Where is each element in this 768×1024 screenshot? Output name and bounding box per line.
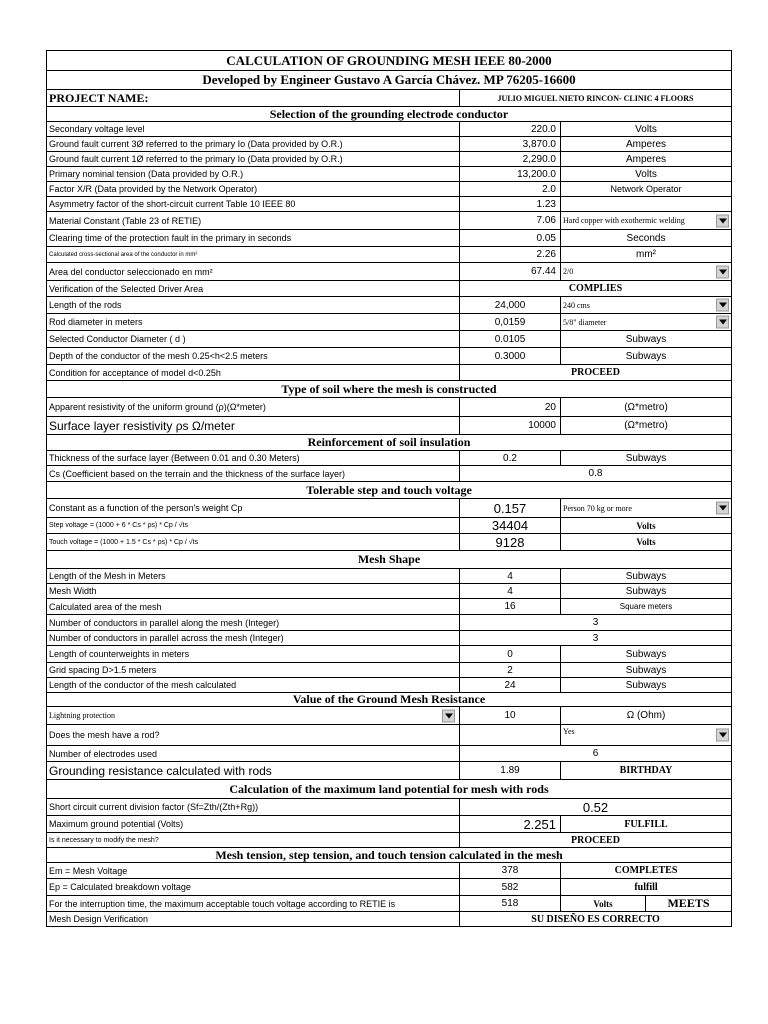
table-row [47, 331, 731, 348]
section-title: Calculation of the maximum land potential for mesh with rods [229, 781, 549, 796]
project-row [47, 90, 731, 107]
row-unit: Ω (Ohm) [626, 710, 666, 721]
select-value: 2/0 [563, 267, 574, 276]
table-row [47, 879, 731, 896]
row-label: Depth of the conductor of the mesh 0.25<h<2.5 meters [47, 348, 460, 364]
row-label: Clearing time of the protection fault in the primary in seconds [47, 230, 460, 246]
row-value: 1.23 [460, 197, 561, 211]
row-label: Verification of the Selected Driver Area [47, 281, 460, 296]
row-status: FULFILL [624, 818, 668, 830]
page-title: CALCULATION OF GROUNDING MESH IEEE 80-2000 [226, 52, 552, 68]
table-row [47, 314, 731, 331]
table-row [47, 912, 731, 927]
row-label: Length of the Mesh in Meters [47, 569, 460, 583]
section-title: Type of soil where the mesh is constructed [281, 381, 497, 396]
row-label: Rod diameter in meters [47, 314, 460, 330]
row-value[interactable]: 3,870.0 [460, 137, 561, 151]
row-value: 67.44 [460, 263, 561, 280]
row-value: 24 [460, 678, 561, 692]
row-value[interactable]: 13,200.0 [460, 167, 561, 181]
table-row [47, 599, 731, 615]
row-label: Asymmetry factor of the short-circuit current Table 10 IEEE 80 [47, 197, 460, 211]
row-value: 9128 [460, 534, 561, 550]
row-status: COMPLETES [614, 865, 678, 876]
verification-status: COMPLIES [568, 283, 623, 294]
table-row [47, 584, 731, 599]
table-row [47, 663, 731, 678]
row-label: Ground fault current 3Ø referred to the primary Io (Data provided by O.R.) [47, 137, 460, 151]
row-label: Number of conductors in parallel across the mesh (Integer) [47, 631, 460, 645]
table-row [47, 398, 731, 417]
row-status: MEETS [667, 896, 710, 910]
table-row [47, 152, 731, 167]
table-row [47, 451, 731, 466]
row-value[interactable]: 0 [460, 646, 561, 662]
row-label: Calculated cross-sectional area of the conductor in mm² [47, 247, 460, 262]
table-row [47, 365, 731, 381]
table-row [47, 678, 731, 693]
dropdown-arrow-icon[interactable] [716, 265, 729, 278]
row-unit: Amperes [625, 153, 666, 165]
section-title: Mesh Shape [357, 552, 421, 566]
dropdown-arrow-icon[interactable] [716, 214, 729, 227]
row-unit: Subways [625, 350, 667, 362]
row-value: 2 [460, 663, 561, 677]
dropdown-arrow-icon[interactable] [716, 316, 729, 329]
section-title: Selection of the grounding electrode conductor [269, 107, 509, 121]
table-row [47, 833, 731, 848]
row-label: Is it necessary to modify the mesh? [47, 833, 460, 847]
table-row [47, 615, 731, 631]
table-row [47, 212, 731, 230]
table-row [47, 417, 731, 435]
project-value: JULIO MIGUEL NIETO RINCON- CLINIC 4 FLOORS [497, 93, 694, 103]
row-label: Short circuit current division factor (Sf=Zth/(Zth+Rg)) [47, 799, 460, 815]
row-label: Ground fault current 1Ø referred to the primary Io (Data provided by O.R.) [47, 152, 460, 166]
table-row [47, 816, 731, 833]
row-value: 518 [460, 896, 561, 911]
row-value[interactable]: 10000 [460, 417, 561, 434]
row-unit: (Ω*metro) [624, 420, 668, 431]
row-label: Grid spacing D>1.5 meters [47, 663, 460, 677]
row-value[interactable]: 3 [592, 617, 599, 628]
table-row [47, 569, 731, 584]
row-unit: Seconds [626, 232, 666, 244]
row-label: Mesh Width [47, 584, 460, 598]
row-label: Selected Conductor Diameter ( d ) [47, 331, 460, 347]
dropdown-arrow-icon[interactable] [716, 299, 729, 312]
table-row [47, 197, 731, 212]
row-value: 0.8 [588, 468, 603, 479]
section-header [47, 107, 731, 122]
row-label: Length of the rods [47, 297, 460, 313]
row-label: Grounding resistance calculated with rods [47, 762, 460, 779]
grounding-calculation-sheet [46, 50, 732, 927]
section-title: Reinforcement of soil insulation [307, 435, 471, 449]
section-header [47, 435, 731, 451]
select-value: Yes [563, 727, 575, 736]
row-status: BIRTHDAY [619, 765, 673, 776]
row-unit: Volts [635, 168, 657, 180]
table-row [47, 348, 731, 365]
table-row [47, 863, 731, 879]
row-unit: Volts [561, 896, 646, 911]
dropdown-arrow-icon[interactable] [716, 502, 729, 515]
table-row [47, 466, 731, 482]
table-row [47, 534, 731, 551]
dropdown-arrow-icon[interactable] [716, 729, 729, 742]
row-unit: Subways [625, 585, 667, 597]
row-value[interactable]: 4 [460, 584, 561, 598]
row-label: Touch voltage = (1000 + 1.5 * Cs * ρs) * Cp / √ts [47, 534, 460, 550]
row-unit-empty [561, 197, 731, 211]
row-label: Length of the conductor of the mesh calculated [47, 678, 460, 692]
row-value: 0,0159 [460, 314, 561, 330]
row-value: 0.52 [582, 799, 609, 815]
table-row [47, 281, 731, 297]
row-value[interactable]: 0.3000 [460, 348, 561, 364]
design-status: SU DISEÑO ES CORRECTO [531, 913, 660, 925]
section-title: Mesh tension, step tension, and touch tension calculated in the mesh [215, 848, 563, 862]
table-row [47, 762, 731, 780]
row-label: Material Constant (Table 23 of RETIE) [47, 212, 460, 229]
conductor-size-select[interactable] [561, 263, 731, 280]
row-value[interactable]: 20 [460, 398, 561, 416]
row-value: 1.89 [460, 762, 561, 779]
row-label: Number of conductors in parallel along the mesh (Integer) [47, 615, 460, 630]
table-row [47, 746, 731, 762]
table-row [47, 518, 731, 534]
section-header [47, 381, 731, 398]
row-label: Constant as a function of the person's weight Cp [47, 499, 460, 517]
row-value: 0.157 [460, 499, 561, 517]
table-row [47, 646, 731, 663]
row-value: 2.26 [460, 247, 561, 262]
table-row [47, 122, 731, 137]
section-header [47, 693, 731, 707]
row-status: fulfill [634, 881, 658, 893]
row-unit: Subways [625, 570, 667, 582]
row-label: Surface layer resistivity ρs Ω/meter [47, 417, 460, 434]
section-header [47, 780, 731, 799]
row-label: Factor X/R (Data provided by the Network Operator) [47, 182, 460, 196]
row-value: 16 [460, 599, 561, 614]
row-status: PROCEED [571, 834, 620, 846]
acceptance-status: PROCEED [571, 367, 620, 378]
table-row [47, 297, 731, 314]
select-value: 5/8" diameter [563, 317, 607, 327]
row-label: Area del conductor seleccionado en mm² [47, 263, 460, 280]
row-label: Thickness of the surface layer (Between 0.01 and 0.30 Meters) [47, 451, 460, 465]
row-unit: Volts [636, 520, 656, 531]
material-select[interactable] [561, 212, 731, 229]
select-value: Person 70 kg or more [563, 503, 632, 513]
row-value: 24,000 [460, 297, 561, 313]
row-label: Maximum ground potential (Volts) [47, 816, 460, 832]
row-unit: Volts [636, 537, 656, 547]
section-title: Value of the Ground Mesh Resistance [292, 693, 486, 706]
row-unit: mm² [636, 249, 656, 260]
row-unit: Network Operator [610, 184, 682, 194]
row-value: 2.251 [460, 816, 561, 832]
table-row [47, 707, 731, 725]
section-header [47, 551, 731, 569]
row-label: Step voltage = (1000 + 6 * Cs * ρs) * Cp / √ts [47, 518, 460, 533]
row-value[interactable]: 3 [592, 632, 599, 644]
row-unit: Amperes [625, 138, 666, 150]
table-row [47, 725, 731, 746]
row-value: 582 [460, 879, 561, 895]
row-label: Ep = Calculated breakdown voltage [47, 879, 460, 895]
table-row [47, 182, 731, 197]
row-label: Length of counterweights in meters [47, 646, 460, 662]
rod-diameter-select[interactable] [561, 314, 731, 330]
row-label: For the interruption time, the maximum acceptable touch voltage according to RETIE is [47, 896, 460, 911]
dropdown-arrow-icon[interactable] [442, 709, 455, 722]
lightning-protection-select[interactable] [47, 707, 460, 724]
select-value: Hard copper with exothermic welding [563, 216, 685, 225]
row-label: Does the mesh have a rod? [47, 725, 460, 745]
row-value[interactable]: 4 [460, 569, 561, 583]
section-title: Tolerable step and touch voltage [306, 482, 472, 497]
row-unit: Subways [625, 664, 667, 676]
row-value[interactable]: 2.0 [460, 182, 561, 196]
table-row [47, 896, 731, 912]
developer-credit: Developed by Engineer Gustavo A García Chávez. MP 76205-16600 [202, 72, 576, 87]
row-value[interactable]: 0.05 [460, 230, 561, 246]
table-row [47, 247, 731, 263]
row-label: Mesh Design Verification [47, 912, 460, 926]
title-row [47, 51, 731, 71]
row-value: 6 [592, 748, 599, 759]
row-unit: Square meters [619, 602, 673, 611]
row-label: Em = Mesh Voltage [47, 863, 460, 878]
row-value[interactable]: 0.2 [460, 451, 561, 465]
row-value: 34404 [460, 518, 561, 533]
rod-length-select[interactable] [561, 297, 731, 313]
table-row [47, 499, 731, 518]
row-value[interactable]: 220.0 [460, 122, 561, 136]
section-header [47, 848, 731, 863]
row-value: 378 [460, 863, 561, 878]
select-value: 240 cms [563, 300, 590, 310]
row-label: Apparent resistivity of the uniform ground (ρ)(Ω*meter) [47, 398, 460, 416]
table-row [47, 631, 731, 646]
row-value-empty [460, 725, 561, 745]
row-unit: Subways [625, 679, 667, 691]
row-label: Cs (Coefficient based on the terrain and the thickness of the surface layer) [47, 466, 460, 481]
row-value[interactable]: 2,290.0 [460, 152, 561, 166]
table-row [47, 263, 731, 281]
row-label: Number of electrodes used [47, 746, 460, 761]
row-unit: Subways [625, 648, 667, 660]
select-value: Lightning protection [49, 711, 115, 720]
row-label: Calculated area of the mesh [47, 599, 460, 614]
developer-row [47, 71, 731, 90]
row-unit: Subways [625, 333, 667, 345]
person-weight-select[interactable] [561, 499, 731, 517]
row-label: Secondary voltage level [47, 122, 460, 136]
row-value: 0.0105 [460, 331, 561, 347]
has-rod-select[interactable] [561, 725, 731, 745]
row-label: Condition for acceptance of model d<0.25h [47, 365, 460, 380]
table-row [47, 137, 731, 152]
row-unit: Subways [625, 452, 667, 464]
table-row [47, 230, 731, 247]
row-value: 10 [460, 707, 561, 724]
section-header [47, 482, 731, 499]
project-label: PROJECT NAME: [47, 90, 460, 106]
row-value: 7.06 [460, 212, 561, 229]
row-label: Primary nominal tension (Data provided by O.R.) [47, 167, 460, 181]
table-row [47, 167, 731, 182]
row-unit: (Ω*metro) [624, 401, 668, 413]
table-row [47, 799, 731, 816]
row-unit: Volts [635, 123, 657, 135]
